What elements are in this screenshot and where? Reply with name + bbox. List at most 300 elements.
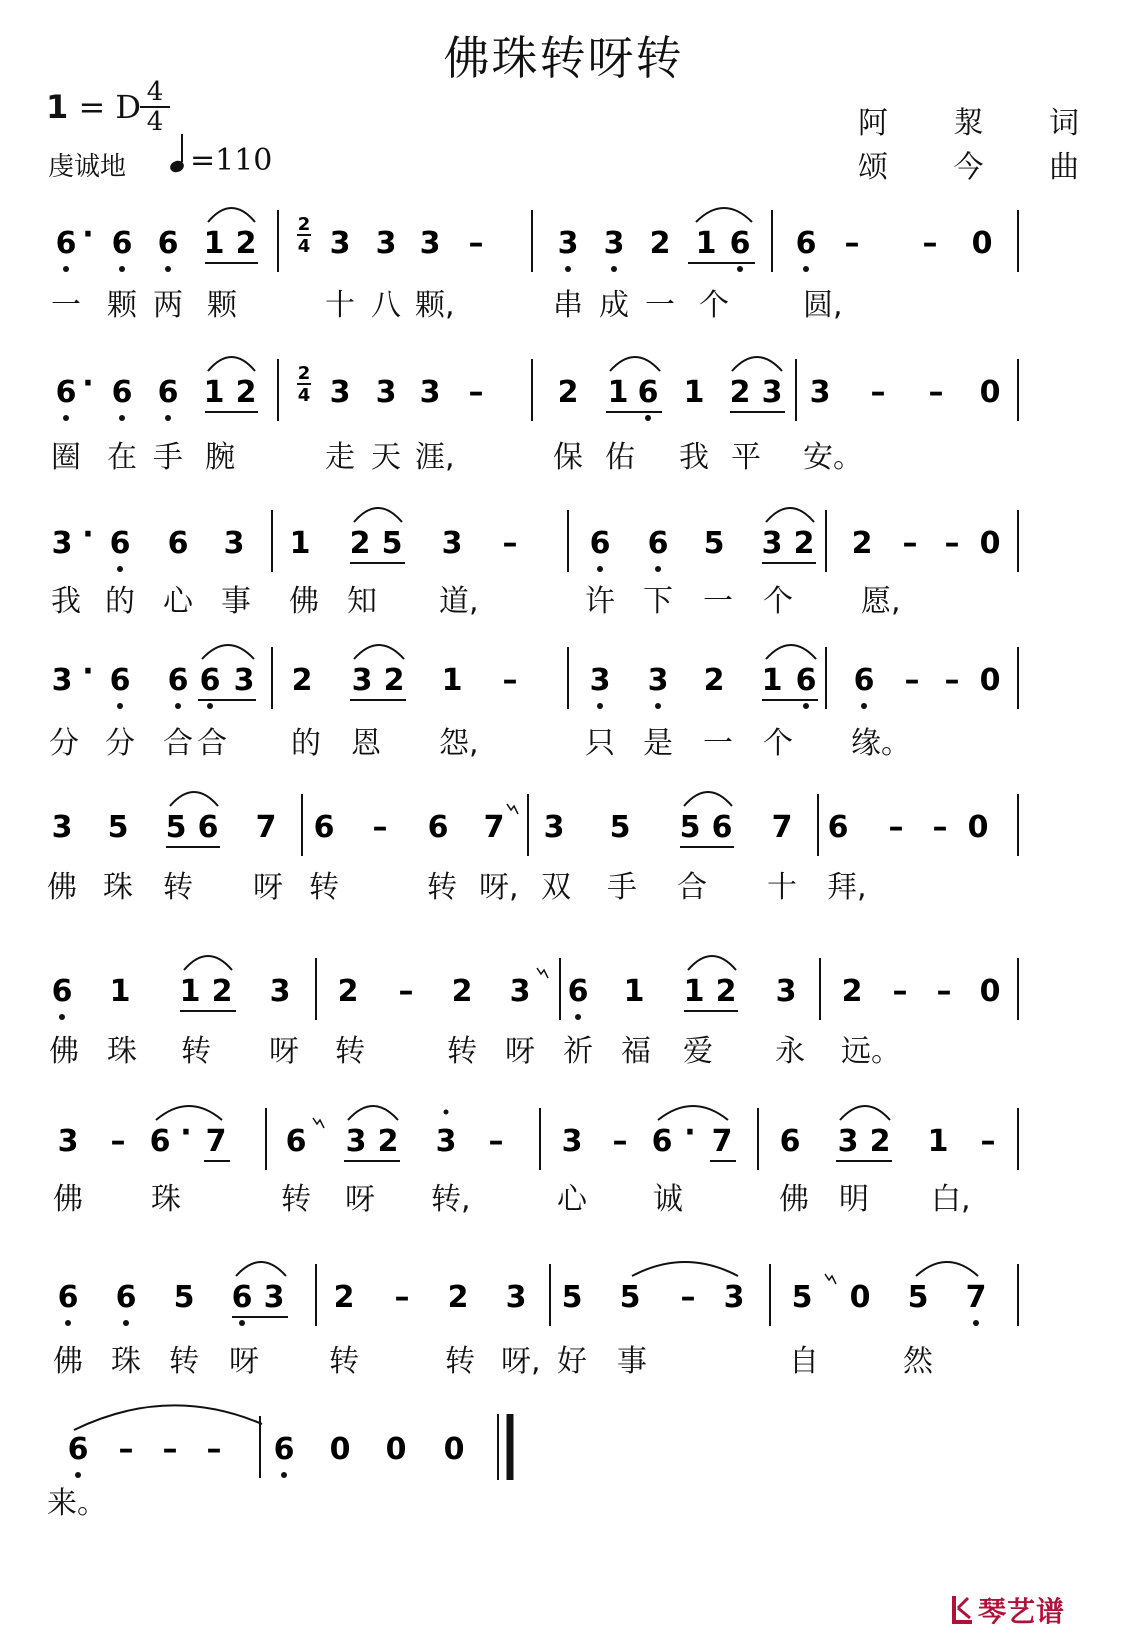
note: 6: [427, 810, 449, 845]
slur: [236, 1262, 286, 1276]
octave-dot-below: [737, 266, 743, 272]
note: 6: [109, 663, 131, 698]
note: 3: [557, 226, 579, 261]
note: 0: [979, 663, 1001, 698]
note: 6: [273, 1432, 295, 1467]
note: 2: [211, 974, 233, 1009]
slur: [354, 508, 402, 522]
note: 3: [51, 663, 73, 698]
lyric-syllable: 明: [839, 1182, 869, 1217]
note: 1: [203, 226, 225, 261]
lyric-syllable: 下: [643, 584, 673, 619]
lyric-syllable: 呀: [345, 1182, 375, 1217]
note: 5: [173, 1280, 195, 1315]
note: 3: [543, 810, 565, 845]
augmentation-dot: ·: [180, 1115, 192, 1150]
lyric-syllable: 安。: [803, 440, 863, 475]
lyric-syllable: 呀,: [479, 870, 519, 905]
lyric-syllable: 合: [677, 870, 707, 905]
octave-dot-below: [565, 266, 571, 272]
lyric-syllable: 转: [447, 1034, 477, 1069]
note: 6: [651, 1124, 673, 1159]
lyric-syllable: 呀: [269, 1034, 299, 1069]
note: 7: [965, 1280, 987, 1315]
note: 2: [235, 375, 257, 410]
octave-dot-below: [59, 1014, 65, 1020]
note: 1: [695, 226, 717, 261]
note: 6: [853, 663, 875, 698]
dash: –: [502, 663, 518, 698]
lyric-syllable: 转: [329, 1344, 359, 1379]
lyric-syllable: 我: [679, 440, 709, 475]
note: 2: [851, 526, 873, 561]
slur: [732, 357, 782, 371]
lyric-syllable: 转: [163, 870, 193, 905]
meter-top: 2: [297, 363, 311, 384]
lyric-syllable: 转: [281, 1182, 311, 1217]
meter-top: 2: [297, 214, 311, 235]
octave-dot-above: [444, 1110, 449, 1115]
lyric-syllable: 我: [51, 584, 81, 619]
note: 6: [149, 1124, 171, 1159]
lyricist-credit: 阿 洯 词: [858, 106, 1108, 141]
note: 0: [385, 1432, 407, 1467]
note: 1: [683, 974, 705, 1009]
note: 5: [619, 1280, 641, 1315]
slur: [610, 357, 660, 371]
dash: –: [944, 526, 960, 561]
slur: [170, 792, 218, 806]
dash: –: [888, 810, 904, 845]
note: 5: [703, 526, 725, 561]
octave-dot-below: [165, 415, 171, 421]
octave-dot-below: [973, 1320, 979, 1326]
lyric-syllable: 在: [107, 440, 137, 475]
lyric-syllable: 珠: [103, 870, 133, 905]
dash: –: [612, 1124, 628, 1159]
meter-bottom: 4: [297, 236, 311, 257]
lyric-syllable: 永: [775, 1034, 805, 1069]
note: 3: [419, 226, 441, 261]
octave-dot-below: [803, 703, 809, 709]
lyric-syllable: 分: [49, 726, 79, 761]
lyric-syllable: 一: [703, 584, 733, 619]
lyric-syllable: 个: [763, 584, 793, 619]
dash: –: [206, 1432, 222, 1467]
lyric-syllable: 分: [105, 726, 135, 761]
dash: –: [488, 1124, 504, 1159]
note: 0: [967, 810, 989, 845]
lyric-syllable: 是: [643, 726, 673, 761]
note: 5: [791, 1280, 813, 1315]
song-title: 佛珠转呀转: [443, 31, 684, 85]
note: 5: [561, 1280, 583, 1315]
note: 1: [607, 375, 629, 410]
note: 3: [603, 226, 625, 261]
lyric-syllable: 然: [903, 1344, 933, 1379]
lyric-syllable: 祈: [563, 1034, 593, 1069]
octave-dot-below: [65, 1320, 71, 1326]
lyric-syllable: 佛: [289, 584, 319, 619]
lyric-syllable: 串: [553, 288, 583, 323]
note: 6: [795, 226, 817, 261]
note: 3: [589, 663, 611, 698]
note: 6: [637, 375, 659, 410]
lyric-syllable: 十: [325, 288, 355, 323]
octave-dot-below: [861, 703, 867, 709]
note: 5: [609, 810, 631, 845]
lyric-syllable: 转: [427, 870, 457, 905]
dash: –: [980, 1124, 996, 1159]
note: 5: [107, 810, 129, 845]
note: 0: [443, 1432, 465, 1467]
note: 6: [157, 375, 179, 410]
note: 6: [285, 1124, 307, 1159]
dash: –: [928, 375, 944, 410]
note: 7: [711, 1124, 733, 1159]
note: 3: [761, 526, 783, 561]
note: 3: [761, 375, 783, 410]
lyric-syllable: 诚: [653, 1182, 683, 1217]
lyric-syllable: 平: [731, 440, 761, 475]
lyric-syllable: 涯,: [415, 440, 455, 475]
lyric-syllable: 一: [645, 288, 675, 323]
dash: –: [502, 526, 518, 561]
note: 6: [589, 526, 611, 561]
dash: –: [936, 974, 952, 1009]
dash: –: [468, 226, 484, 261]
note: 6: [111, 226, 133, 261]
note: 3: [263, 1280, 285, 1315]
lyric-syllable: 圆,: [803, 288, 843, 323]
note: 2: [793, 526, 815, 561]
note: 6: [197, 810, 219, 845]
note: 3: [375, 375, 397, 410]
lyric-syllable: 走: [325, 440, 355, 475]
lyric-syllable: 只: [585, 726, 615, 761]
lyric-syllable: 腕: [205, 440, 235, 475]
lyric-syllable: 事: [221, 584, 251, 619]
note: 1: [109, 974, 131, 1009]
dash: –: [394, 1280, 410, 1315]
octave-dot-below: [803, 266, 809, 272]
lyric-syllable: 手: [607, 870, 637, 905]
octave-dot-below: [119, 415, 125, 421]
slur: [348, 1106, 398, 1120]
note: 2: [649, 226, 671, 261]
slur: [202, 645, 254, 659]
slur: [766, 508, 814, 522]
slur: [840, 1106, 890, 1120]
lyric-syllable: 珠: [111, 1344, 141, 1379]
lyric-syllable: 佛: [779, 1182, 809, 1217]
lyric-syllable: 心: [557, 1182, 587, 1217]
note: 2: [703, 663, 725, 698]
breath-mark: [825, 1274, 836, 1284]
octave-dot-below: [165, 266, 171, 272]
lyric-syllable: 转: [445, 1344, 475, 1379]
octave-dot-below: [117, 703, 123, 709]
lyric-syllable: 双: [541, 870, 571, 905]
note: 3: [435, 1124, 457, 1159]
note: 3: [351, 663, 373, 698]
lyric-syllable: 福: [621, 1034, 651, 1069]
lyric-syllable: 颗: [207, 288, 237, 323]
note: 2: [333, 1280, 355, 1315]
dash: –: [398, 974, 414, 1009]
note: 6: [57, 1280, 79, 1315]
lyric-syllable: 珠: [151, 1182, 181, 1217]
augmentation-dot: ·: [684, 1115, 696, 1150]
note: 3: [345, 1124, 367, 1159]
lyric-syllable: 道,: [439, 584, 479, 619]
lyric-syllable: 八: [371, 288, 401, 323]
octave-dot-below: [207, 703, 213, 709]
tempo-mark: =110: [170, 142, 272, 178]
note: 2: [869, 1124, 891, 1159]
lyric-syllable: 好: [557, 1344, 587, 1379]
lyric-syllable: 自: [789, 1344, 819, 1379]
lyric-syllable: 愿,: [861, 584, 901, 619]
lyric-syllable: 一: [51, 288, 81, 323]
octave-dot-below: [175, 703, 181, 709]
note: 1: [623, 974, 645, 1009]
note: 6: [67, 1432, 89, 1467]
lyric-syllable: 心: [163, 584, 193, 619]
octave-dot-below: [123, 1320, 129, 1326]
note: 3: [419, 375, 441, 410]
lyric-syllable: 事: [617, 1344, 647, 1379]
note: 6: [55, 375, 77, 410]
note: 6: [167, 526, 189, 561]
note: 2: [557, 375, 579, 410]
octave-dot-below: [239, 1320, 245, 1326]
slur: [688, 956, 736, 970]
lyric-syllable: 呀: [253, 870, 283, 905]
note: 1: [441, 663, 463, 698]
note: 2: [451, 974, 473, 1009]
lyric-syllable: 来。: [47, 1486, 107, 1521]
expression-mark: 虔诚地: [48, 152, 127, 182]
note: 1: [683, 375, 705, 410]
note: 6: [109, 526, 131, 561]
note: 6: [729, 226, 751, 261]
octave-dot-below: [655, 566, 661, 572]
note: 6: [167, 663, 189, 698]
lyric-syllable: 白,: [931, 1182, 971, 1217]
slur: [916, 1262, 978, 1276]
lyric-syllable: 许: [585, 584, 615, 619]
note: 7: [205, 1124, 227, 1159]
lyric-syllable: 佑: [605, 440, 635, 475]
lyric-syllable: 呀: [229, 1344, 259, 1379]
lyric-syllable: 圈: [51, 440, 81, 475]
dash: –: [372, 810, 388, 845]
note: 0: [979, 526, 1001, 561]
lyric-syllable: 颗,: [415, 288, 455, 323]
lyric-syllable: 一: [703, 726, 733, 761]
note: 6: [711, 810, 733, 845]
note: 3: [441, 526, 463, 561]
lyric-syllable: 呀: [505, 1034, 535, 1069]
time-signature: 4 4: [140, 80, 170, 134]
lyric-syllable: 知: [347, 584, 377, 619]
note: 2: [715, 974, 737, 1009]
note: 6: [111, 375, 133, 410]
dash: –: [944, 663, 960, 698]
octave-dot-below: [63, 415, 69, 421]
note: 3: [269, 974, 291, 1009]
note: 0: [979, 375, 1001, 410]
lyric-syllable: 的: [105, 584, 135, 619]
note: 6: [55, 226, 77, 261]
dash: –: [118, 1432, 134, 1467]
octave-dot-below: [645, 415, 651, 421]
note: 5: [165, 810, 187, 845]
note: 6: [795, 663, 817, 698]
note: 6: [567, 974, 589, 1009]
augmentation-dot: ·: [82, 366, 94, 401]
note: 2: [729, 375, 751, 410]
lyric-syllable: 合: [163, 726, 193, 761]
dash: –: [922, 226, 938, 261]
lyric-syllable: 恩: [351, 726, 381, 761]
note: 2: [337, 974, 359, 1009]
lyric-syllable: 佛: [53, 1182, 83, 1217]
augmentation-dot: ·: [82, 517, 94, 552]
note: 2: [349, 526, 371, 561]
dash: –: [844, 226, 860, 261]
lyric-syllable: 怨,: [439, 726, 479, 761]
watermark-text: 琴艺谱: [977, 1595, 1065, 1628]
note: 3: [509, 974, 531, 1009]
note: 3: [561, 1124, 583, 1159]
dash: –: [904, 663, 920, 698]
dash: –: [468, 375, 484, 410]
octave-dot-below: [611, 266, 617, 272]
note: 2: [841, 974, 863, 1009]
octave-dot-below: [63, 266, 69, 272]
octave-dot-below: [655, 703, 661, 709]
note: 3: [51, 810, 73, 845]
lyric-syllable: 保: [553, 440, 583, 475]
lyric-syllable: 合: [197, 726, 227, 761]
lyric-syllable: 十: [767, 870, 797, 905]
octave-dot-below: [597, 703, 603, 709]
piano-logo-icon: [950, 1592, 976, 1626]
lyric-syllable: 远。: [841, 1034, 901, 1069]
lyric-syllable: 佛: [53, 1344, 83, 1379]
note: 0: [329, 1432, 351, 1467]
meter-bottom: 4: [297, 385, 311, 406]
note: 1: [203, 375, 225, 410]
note: 3: [809, 375, 831, 410]
breath-mark: [537, 968, 548, 978]
lyric-syllable: 转: [335, 1034, 365, 1069]
lyric-syllable: 呀,: [501, 1344, 541, 1379]
note: 0: [849, 1280, 871, 1315]
augmentation-dot: ·: [82, 217, 94, 252]
note: 0: [979, 974, 1001, 1009]
octave-dot-below: [575, 1014, 581, 1020]
dash: –: [162, 1432, 178, 1467]
note: 7: [771, 810, 793, 845]
note: 6: [313, 810, 335, 845]
note: 6: [157, 226, 179, 261]
key-signature: 1 = D: [46, 88, 142, 126]
note: 2: [447, 1280, 469, 1315]
lyric-syllable: 手: [153, 440, 183, 475]
note: 3: [647, 663, 669, 698]
slur: [632, 1262, 738, 1276]
note: 5: [679, 810, 701, 845]
lyric-syllable: 个: [699, 288, 729, 323]
note: 3: [51, 526, 73, 561]
lyric-syllable: 爱: [683, 1034, 713, 1069]
note: 1: [289, 526, 311, 561]
lyric-syllable: 颗: [107, 288, 137, 323]
note: 3: [233, 663, 255, 698]
lyric-syllable: 佛: [47, 870, 77, 905]
note: 6: [115, 1280, 137, 1315]
lyric-syllable: 拜,: [827, 870, 867, 905]
note: 6: [647, 526, 669, 561]
note: 0: [971, 226, 993, 261]
note: 3: [329, 375, 351, 410]
dash: –: [902, 526, 918, 561]
note: 5: [907, 1280, 929, 1315]
slur: [766, 645, 816, 659]
note: 2: [291, 663, 313, 698]
octave-dot-below: [119, 266, 125, 272]
lyric-syllable: 转: [309, 870, 339, 905]
dash: –: [892, 974, 908, 1009]
note: 6: [827, 810, 849, 845]
lyric-syllable: 成: [599, 288, 629, 323]
note: 7: [255, 810, 277, 845]
slur: [208, 357, 255, 371]
lyric-syllable: 转,: [431, 1182, 471, 1217]
note: 3: [723, 1280, 745, 1315]
note: 6: [779, 1124, 801, 1159]
tie-slur: [74, 1405, 262, 1430]
lyric-syllable: 转: [169, 1344, 199, 1379]
note: 5: [381, 526, 403, 561]
note: 2: [377, 1124, 399, 1159]
slur: [696, 208, 752, 222]
lyric-syllable: 天: [371, 440, 401, 475]
lyric-syllable: 个: [763, 726, 793, 761]
note: 2: [383, 663, 405, 698]
note: 6: [231, 1280, 253, 1315]
octave-dot-below: [117, 566, 123, 572]
note: 1: [927, 1124, 949, 1159]
lyric-syllable: 缘。: [851, 726, 911, 761]
note: 3: [505, 1280, 527, 1315]
breath-mark: [313, 1118, 324, 1128]
lyric-syllable: 佛: [49, 1034, 79, 1069]
dash: –: [870, 375, 886, 410]
slur: [684, 792, 732, 806]
octave-dot-below: [597, 566, 603, 572]
note: 3: [837, 1124, 859, 1159]
slur: [208, 208, 255, 222]
lyric-syllable: 的: [291, 726, 321, 761]
note: 3: [57, 1124, 79, 1159]
note: 1: [179, 974, 201, 1009]
note: 3: [223, 526, 245, 561]
lyric-syllable: 两: [153, 288, 183, 323]
